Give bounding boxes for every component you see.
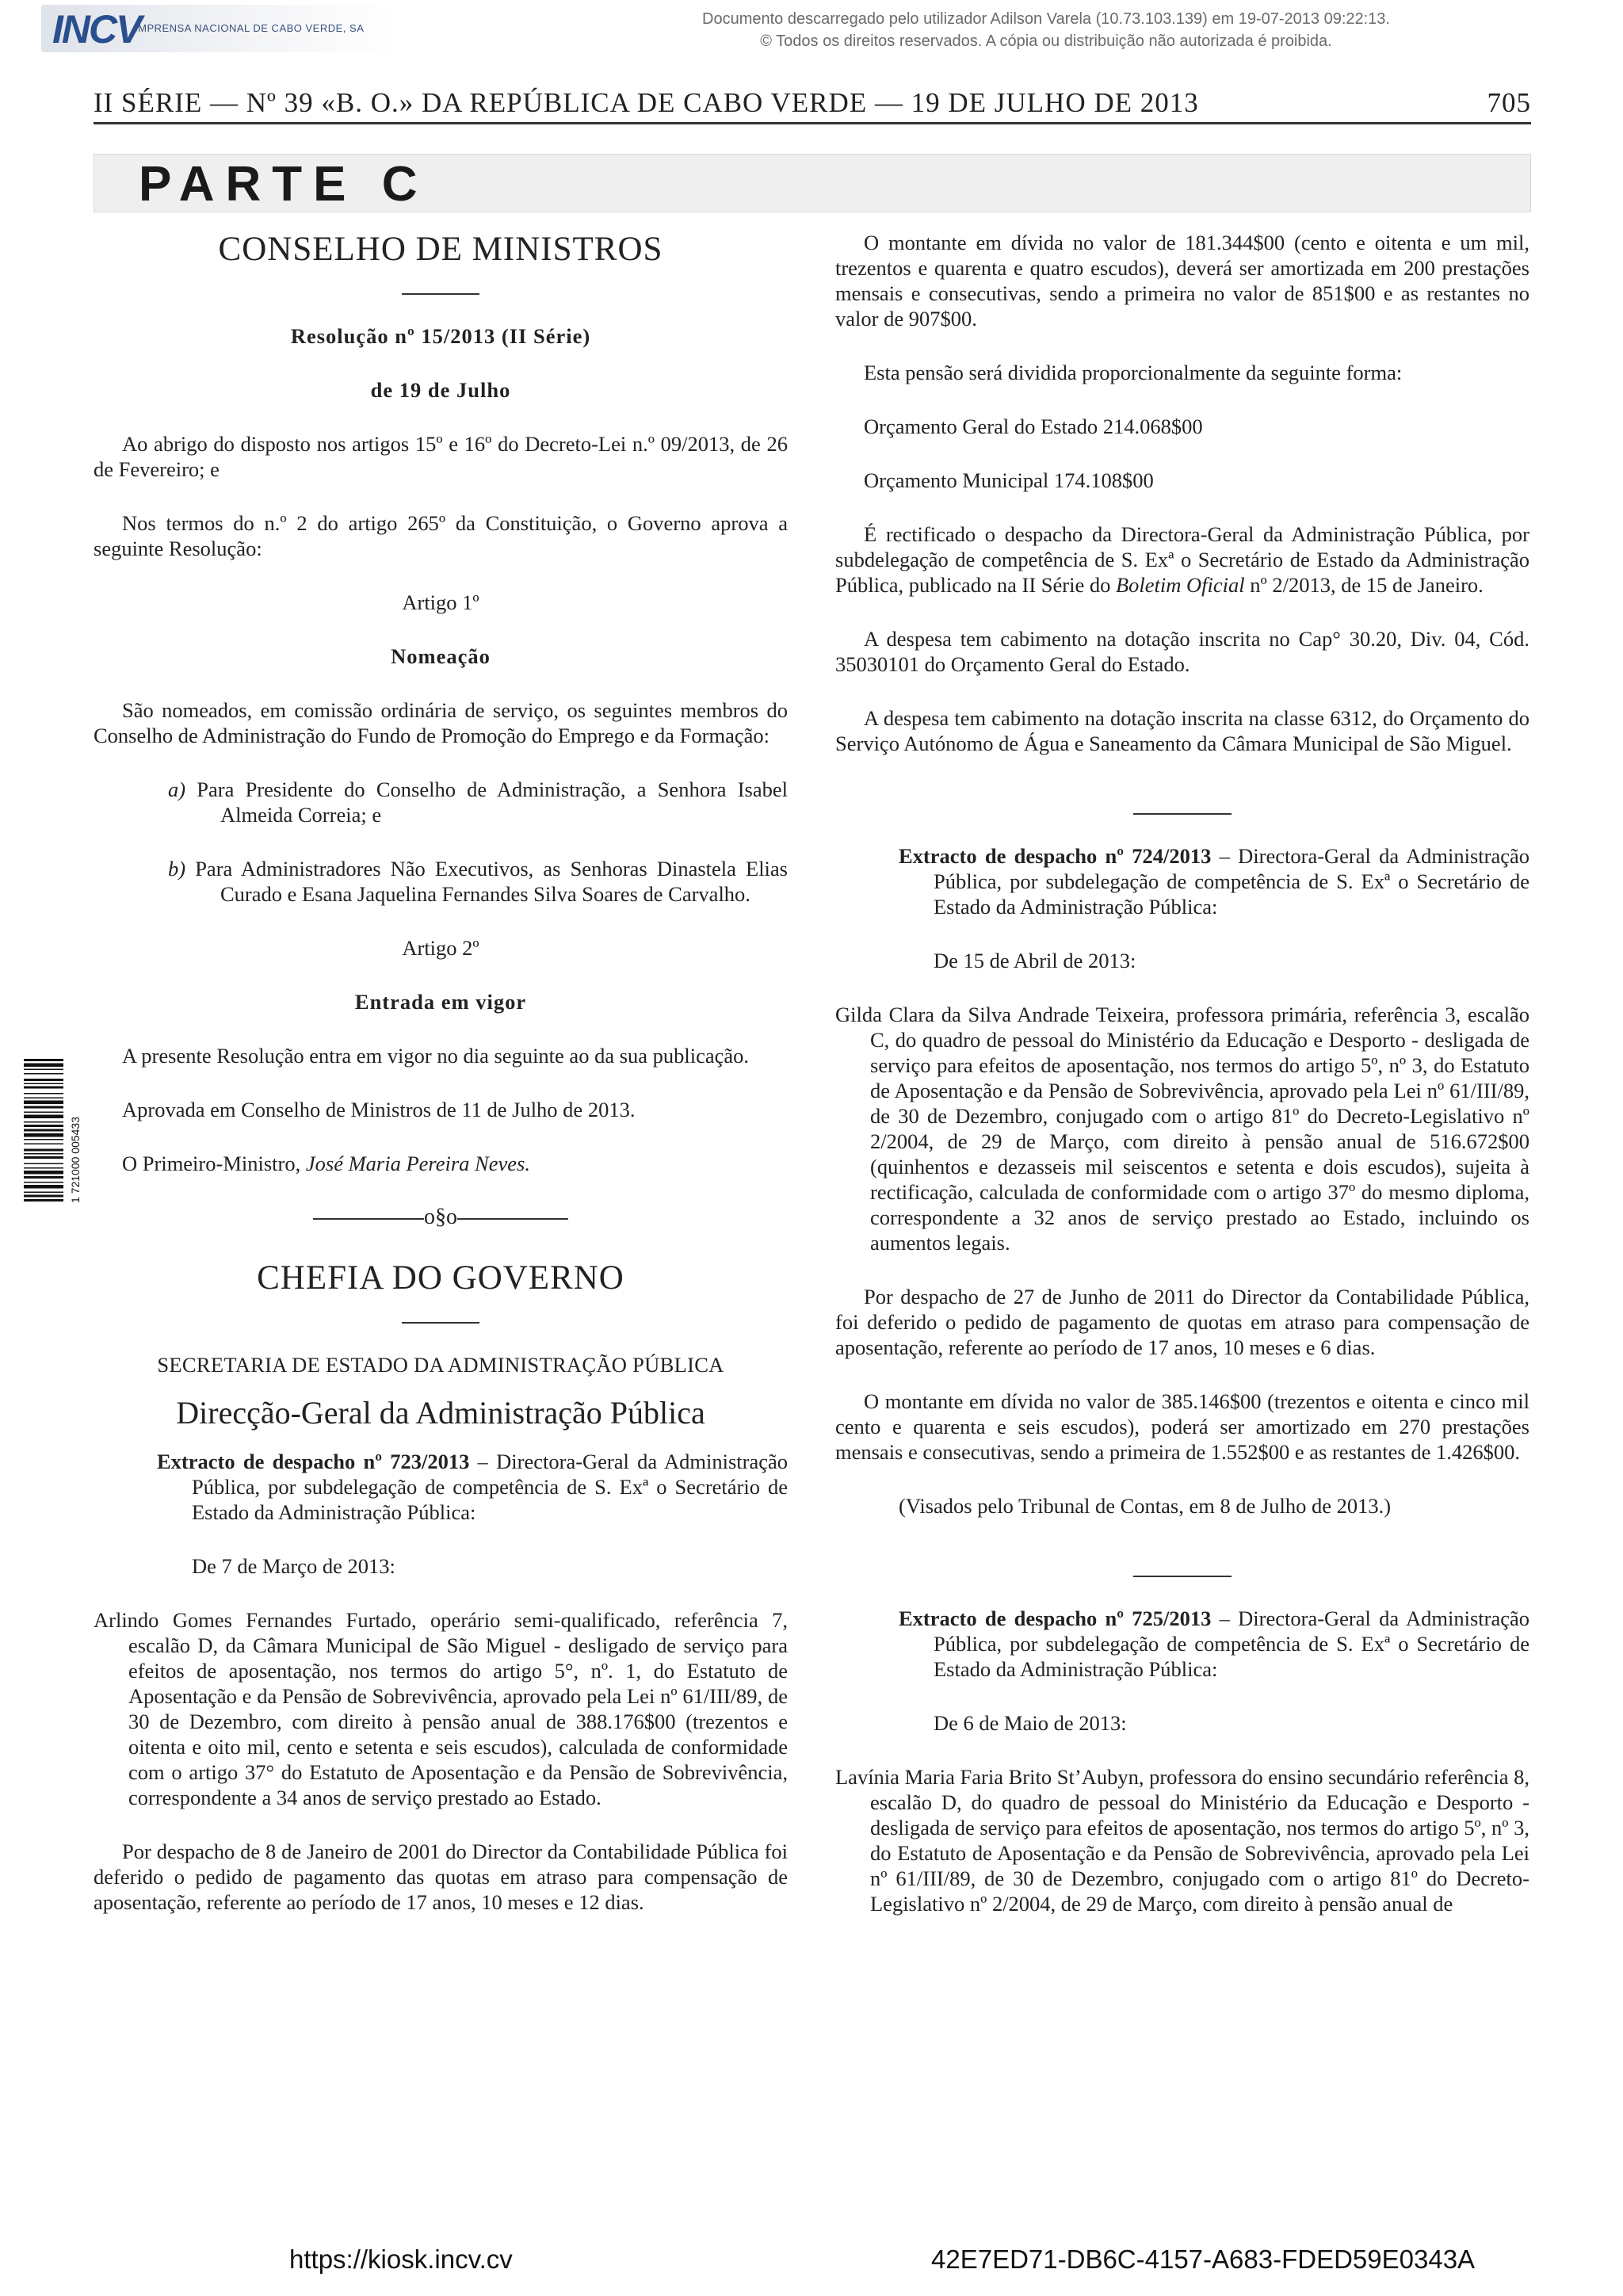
incv-logo — [41, 5, 398, 52]
footer-url[interactable]: https://kiosk.incv.cv — [289, 2244, 513, 2274]
parte-banner — [94, 154, 1531, 212]
signatory-name: José Maria Pereira Neves. — [305, 1152, 530, 1175]
paragraph: A presente Resolução entra em vigor no dia seguinte ao da sua publicação. — [122, 1044, 750, 1068]
barcode-number: 1 721000 005433 — [69, 1117, 82, 1203]
barcode-bar — [24, 1106, 63, 1109]
extract-date: De 15 de Abril de 2013: — [934, 949, 1136, 972]
paragraph: O montante em dívida no valor de 385.146$00 (trezentos e oitenta e cinco mil cento e quarenta e seis escudos), poderá ser amortizado em 270 prestações mensais e consecutivas, sendo a primeira de 1.552$00 e as restantes de 1.426$00. — [835, 1389, 1529, 1464]
separator-mark: o§o — [424, 1205, 457, 1229]
extract-number: Extracto de despacho nº 725/2013 — [899, 1606, 1212, 1630]
paragraph: O montante em dívida no valor de 181.344$00 (cento e oitenta e um mil, trezentos e quarenta e quatro escudos), deverá ser amortizada em 200 prestações mensais e consecutivas, sendo a primeira no valor de 851$00 e as restantes no valor de 907$00. — [835, 231, 1529, 330]
barcode-bar — [24, 1083, 63, 1085]
visa-note: (Visados pelo Tribunal de Contas, em 8 de Julho de 2013.) — [899, 1494, 1392, 1518]
org-heading-chefia: CHEFIA DO GOVERNO — [257, 1259, 624, 1297]
paragraph: Orçamento Geral do Estado 214.068$00 — [864, 415, 1203, 438]
barcode-bar — [24, 1185, 63, 1189]
list-label: b) — [168, 857, 186, 881]
barcode-bar — [24, 1129, 63, 1132]
barcode-bar — [24, 1087, 63, 1089]
barcode-bar — [24, 1101, 63, 1105]
barcode-bar — [24, 1064, 63, 1068]
left-column — [94, 230, 788, 1915]
section-separator — [94, 1205, 788, 1230]
article-number: Artigo 2º — [402, 936, 479, 960]
approval-line: Aprovada em Conselho de Ministros de 11 de Julho de 2013. — [122, 1098, 636, 1121]
resolution-date: de 19 de Julho — [370, 378, 511, 402]
list-label: a) — [168, 777, 186, 801]
extract-number: Extracto de despacho nº 723/2013 — [157, 1450, 470, 1473]
paragraph: Arlindo Gomes Fernandes Furtado, operário semi-qualificado, referência 7, escalão D, da Câmara Municipal de São Miguel - desligado de serviço para efeitos de aposentação, nos termos do artigo 5°, nº. 1, do Estatuto de Aposentação e da Pensão de Sobrevivência, aprovado pela Lei nº 61/III/89, de 30 de Dezembro, com direito à pensão anual de 388.176$00 (trezentos e oitenta e oito mil, cento e setenta e seis escudos), calculada de conformidade com o artigo 37° do Estatuto de Aposentação e da Pensão de Sobrevivência, correspondente a 34 anos de serviço prestado ao Estado. — [94, 1608, 788, 1809]
barcode-bar — [24, 1073, 63, 1075]
barcode-bar — [24, 1163, 63, 1165]
list-item — [94, 777, 788, 827]
barcode-bar — [24, 1199, 63, 1201]
right-column — [835, 230, 1529, 1916]
org-heading-conselho: CONSELHO DE MINISTROS — [218, 231, 663, 268]
barcode-bar — [24, 1195, 63, 1198]
secretaria-heading: SECRETARIA DE ESTADO DA ADMINISTRAÇÃO PÚBLICA — [157, 1353, 724, 1377]
barcode-bar — [24, 1167, 63, 1169]
paragraph: A despesa tem cabimento na dotação inscrita na classe 6312, do Orçamento do Serviço Autónomo de Água e Saneamento da Câmara Municipal de São Miguel. — [835, 706, 1529, 755]
paragraph: São nomeados, em comissão ordinária de serviço, os seguintes membros do Conselho de Administração do Fundo de Promoção do Emprego e da Formação: — [94, 698, 788, 747]
list-item — [94, 856, 788, 907]
barcode-bar — [24, 1112, 63, 1114]
paragraph: Por despacho de 27 de Junho de 2011 do Director da Contabilidade Pública, foi deferido o pedido de pagamento de quotas em atraso para compensação de aposentação, referente ao período de 17 anos, 10 meses e 6 dias. — [835, 1285, 1529, 1359]
extract-number: Extracto de despacho nº 724/2013 — [899, 844, 1212, 868]
paragraph-text: nº 2/2013, de 15 de Janeiro. — [1244, 573, 1484, 597]
barcode-bar — [24, 1171, 63, 1175]
paragraph: A despesa tem cabimento na dotação inscrita no Cap° 30.20, Div. 04, Cód. 35030101 do Orçamento Geral do Estado. — [835, 627, 1529, 676]
signature-prefix: O Primeiro-Ministro, — [122, 1152, 306, 1175]
extract-heading — [94, 1449, 788, 1525]
paragraph: Esta pensão será dividida proporcionalmente da seguinte forma: — [864, 361, 1403, 384]
barcode-bar — [24, 1125, 63, 1127]
list-item-text: Para Presidente do Conselho de Administração, a Senhora Isabel Almeida Correia; e — [197, 777, 788, 827]
barcode-bar — [24, 1192, 63, 1194]
logo-mark: INCV — [52, 7, 141, 52]
signature-line — [94, 1151, 788, 1176]
download-notice-line1: Documento descarregado pelo utilizador Adilson Varela (10.73.103.139) em 19-07-2013 09:22:13. — [702, 10, 1390, 28]
barcode-bar — [24, 1093, 63, 1095]
extract-text: – Directora-Geral da Administração Pública, por subdelegação de competência de S. Exª o Secretário de Estado da Administração Pública: — [192, 1450, 788, 1524]
download-notice-line2: © Todos os direitos reservados. A cópia ou distribuição não autorizada é proibida. — [760, 32, 1332, 50]
paragraph — [835, 521, 1529, 598]
publication-name: Boletim Oficial — [1115, 573, 1245, 597]
paragraph: Lavínia Maria Faria Brito St’Aubyn, professora do ensino secundário referência 8, escalão D, do quadro de pessoal do Ministério da Educação e Desporto - desligada de serviço para efeitos de aposentação, nos termos do artigo 5º, nº 3, do Estatuto de Aposentação e da Pensão de Sobrevivência, aprovado pela Lei nº 61/III/89, de 30 de Dezembro, conjugado com o artigo 81º do Decreto-Legislativo nº 2/2004, de 29 de Março, com direito à pensão anual de — [835, 1765, 1529, 1916]
article-number: Artigo 1º — [402, 590, 479, 614]
page-header — [94, 87, 1531, 124]
extract-date: De 7 de Março de 2013: — [192, 1554, 395, 1578]
list-item-text: Para Administradores Não Executivos, as Senhoras Dinastela Elias Curado e Esana Jaquelina Fernandes Silva Soares de Carvalho. — [195, 857, 788, 906]
direccao-heading: Direcção-Geral da Administração Pública — [176, 1395, 705, 1431]
paragraph: Orçamento Municipal 174.108$00 — [864, 468, 1154, 492]
barcode-bar — [24, 1149, 63, 1152]
barcode-bar — [24, 1079, 63, 1081]
barcode-bar — [24, 1139, 63, 1140]
barcode-bar — [24, 1069, 63, 1071]
paragraph: Ao abrigo do disposto nos artigos 15º e 16º do Decreto-Lei n.º 09/2013, de 26 de Fevereiro; e — [94, 432, 788, 481]
barcode-bar — [24, 1121, 63, 1123]
barcode-bar — [24, 1059, 63, 1061]
barcode-bars — [24, 1059, 63, 1201]
barcode-bar — [24, 1144, 63, 1145]
header-title: II SÉRIE — Nº 39 «B. O.» DA REPÚBLICA DE CABO VERDE — 19 DE JULHO DE 2013 — [94, 87, 1199, 118]
barcode-bar — [24, 1098, 63, 1099]
extract-heading — [835, 1606, 1529, 1682]
article-title: Nomeação — [391, 644, 491, 668]
extract-text: – Directora-Geral da Administração Pública, por subdelegação de competência de S. Exª o Secretário de Estado da Administração Pública: — [934, 1606, 1529, 1681]
parte-title: PARTE C — [139, 157, 429, 212]
barcode-bar — [24, 1176, 63, 1179]
article-title: Entrada em vigor — [354, 990, 527, 1014]
barcode-bar — [24, 1115, 63, 1119]
barcode — [24, 1057, 84, 1205]
barcode-bar — [24, 1133, 63, 1137]
download-notice — [650, 8, 1442, 52]
barcode-bar — [24, 1156, 63, 1159]
resolution-title: Resolução nº 15/2013 (II Série) — [290, 324, 591, 348]
footer-document-id: 42E7ED71-DB6C-4157-A683-FDED59E0343A — [931, 2244, 1476, 2274]
logo-text: IMPRENSA NACIONAL DE CABO VERDE, SA — [135, 22, 365, 34]
extract-heading — [835, 843, 1529, 919]
extract-text: – Directora-Geral da Administração Pública, por subdelegação de competência de S. Exª o Secretário de Estado da Administração Pública: — [934, 844, 1529, 919]
paragraph: Gilda Clara da Silva Andrade Teixeira, professora primária, referência 3, escalão C, do quadro de pessoal do Ministério da Educação e Desporto - desligada de serviço para efeitos de aposentação, nos termos do artigo 5º, nº 3, do Estatuto de Aposentação e da Pensão de Sobrevivência, aprovado pela Lei nº 61/III/89, de 30 de Dezembro, conjugado com o artigo 81º do Decreto-Legislativo nº 2/2004, de 29 de Março, com direito à pensão anual de 516.672$00 (quinhentos e dezasseis mil seiscentos e setenta e dois escudos), sujeita à rectificação, calculada de conformidade com o artigo 37º do mesmo diploma, correspondente a 32 anos de serviço prestado ao Estado, incluindo os aumentos legais. — [835, 1003, 1529, 1255]
paragraph-text: É rectificado o despacho da Directora-Geral da Administração Pública, por subdelegação de competência de S. Exª o Secretário de Estado da Administração Pública, publicado na II Série do — [835, 522, 1529, 597]
barcode-bar — [24, 1153, 63, 1155]
paragraph: Por despacho de 8 de Janeiro de 2001 do Director da Contabilidade Pública foi deferido o pedido de pagamento das quotas em atraso para compensação de aposentação, referente ao período de 17 anos, 10 meses e 12 dias. — [94, 1839, 788, 1914]
page-number: 705 — [1487, 87, 1531, 118]
paragraph: Nos termos do n.º 2 do artigo 265º da Constituição, o Governo aprova a seguinte Resolução: — [94, 511, 788, 560]
barcode-bar — [24, 1182, 63, 1183]
top-banner — [0, 0, 1623, 60]
extract-date: De 6 de Maio de 2013: — [934, 1711, 1127, 1735]
